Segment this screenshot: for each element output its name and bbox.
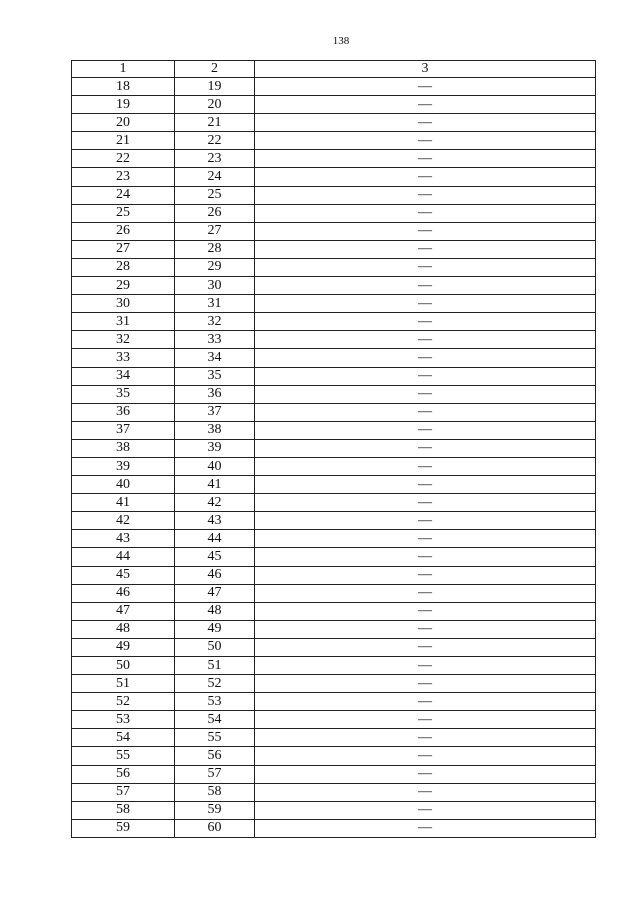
table-cell-col-1: 34 — [72, 367, 175, 385]
table-row — [72, 150, 596, 168]
table-row — [72, 675, 596, 693]
table-cell-col-2: 33 — [175, 331, 255, 349]
table-row — [72, 457, 596, 475]
table-cell-col-2: 25 — [175, 186, 255, 204]
table-cell-col-2: 19 — [175, 78, 255, 96]
table-row — [72, 96, 596, 114]
table-cell-col-3: — — [255, 349, 596, 367]
table-cell-col-1: 50 — [72, 657, 175, 675]
table-cell-col-2: 37 — [175, 403, 255, 421]
table-cell-col-2: 34 — [175, 349, 255, 367]
table-cell-col-2: 51 — [175, 657, 255, 675]
table-row — [72, 168, 596, 186]
table-cell-col-1: 41 — [72, 494, 175, 512]
table-cell-col-2: 44 — [175, 530, 255, 548]
table-cell-col-2: 21 — [175, 114, 255, 132]
table-row — [72, 512, 596, 530]
table-cell-col-2: 28 — [175, 240, 255, 258]
table-cell-col-1: 47 — [72, 602, 175, 620]
table-cell-col-1: 40 — [72, 476, 175, 494]
table-cell-col-1: 53 — [72, 711, 175, 729]
table-cell-col-3: — — [255, 295, 596, 313]
data-table — [71, 60, 596, 838]
table-cell-col-3: — — [255, 747, 596, 765]
table-cell-col-2: 23 — [175, 150, 255, 168]
table-row — [72, 258, 596, 276]
table-cell-col-1: 42 — [72, 512, 175, 530]
column-header-1: 1 — [72, 61, 175, 78]
table-cell-col-1: 33 — [72, 349, 175, 367]
table-cell-col-3: — — [255, 240, 596, 258]
table-cell-col-1: 59 — [72, 819, 175, 837]
table-cell-col-2: 45 — [175, 548, 255, 566]
table-row — [72, 295, 596, 313]
table-row — [72, 439, 596, 457]
column-header-3: 3 — [255, 61, 596, 78]
table-cell-col-3: — — [255, 819, 596, 837]
table-cell-col-3: — — [255, 114, 596, 132]
table-cell-col-3: — — [255, 96, 596, 114]
table-cell-col-1: 36 — [72, 403, 175, 421]
table-cell-col-3: — — [255, 638, 596, 656]
table-cell-col-2: 57 — [175, 765, 255, 783]
table-cell-col-1: 39 — [72, 457, 175, 475]
table-cell-col-3: — — [255, 548, 596, 566]
table-cell-col-3: — — [255, 204, 596, 222]
table-row — [72, 313, 596, 331]
table-cell-col-2: 60 — [175, 819, 255, 837]
table-cell-col-1: 27 — [72, 240, 175, 258]
table-cell-col-1: 44 — [72, 548, 175, 566]
table-row — [72, 602, 596, 620]
table-cell-col-2: 54 — [175, 711, 255, 729]
table-cell-col-1: 52 — [72, 693, 175, 711]
table-cell-col-2: 31 — [175, 295, 255, 313]
table-row — [72, 240, 596, 258]
table-cell-col-2: 22 — [175, 132, 255, 150]
table-cell-col-3: — — [255, 584, 596, 602]
table-cell-col-2: 59 — [175, 801, 255, 819]
table-row — [72, 132, 596, 150]
table-cell-col-2: 48 — [175, 602, 255, 620]
table-cell-col-2: 26 — [175, 204, 255, 222]
table-cell-col-3: — — [255, 132, 596, 150]
table-cell-col-2: 39 — [175, 439, 255, 457]
table-row — [72, 783, 596, 801]
table-cell-col-2: 55 — [175, 729, 255, 747]
table-row — [72, 476, 596, 494]
table-cell-col-3: — — [255, 476, 596, 494]
table-cell-col-3: — — [255, 602, 596, 620]
table-row — [72, 385, 596, 403]
table-cell-col-1: 55 — [72, 747, 175, 765]
table-cell-col-3: — — [255, 675, 596, 693]
table-cell-col-2: 35 — [175, 367, 255, 385]
table-row — [72, 711, 596, 729]
table-cell-col-3: — — [255, 313, 596, 331]
table-cell-col-1: 24 — [72, 186, 175, 204]
table-cell-col-2: 56 — [175, 747, 255, 765]
table-cell-col-3: — — [255, 457, 596, 475]
table-cell-col-1: 31 — [72, 313, 175, 331]
table-cell-col-1: 51 — [72, 675, 175, 693]
column-header-2: 2 — [175, 61, 255, 78]
table-cell-col-2: 27 — [175, 222, 255, 240]
table-cell-col-3: — — [255, 765, 596, 783]
table-cell-col-2: 53 — [175, 693, 255, 711]
table-cell-col-3: — — [255, 367, 596, 385]
table-cell-col-3: — — [255, 566, 596, 584]
table-cell-col-1: 58 — [72, 801, 175, 819]
table-row — [72, 729, 596, 747]
table-cell-col-3: — — [255, 385, 596, 403]
table-cell-col-1: 32 — [72, 331, 175, 349]
table-cell-col-3: — — [255, 277, 596, 295]
table-cell-col-2: 47 — [175, 584, 255, 602]
table-cell-col-2: 38 — [175, 421, 255, 439]
table-row — [72, 277, 596, 295]
table-cell-col-3: — — [255, 783, 596, 801]
table-row — [72, 331, 596, 349]
table-cell-col-1: 45 — [72, 566, 175, 584]
table-cell-col-3: — — [255, 711, 596, 729]
table-cell-col-1: 35 — [72, 385, 175, 403]
table-cell-col-3: — — [255, 620, 596, 638]
table-row — [72, 494, 596, 512]
table-cell-col-1: 37 — [72, 421, 175, 439]
table-cell-col-2: 20 — [175, 96, 255, 114]
table-row — [72, 78, 596, 96]
table-cell-col-3: — — [255, 801, 596, 819]
table-row — [72, 801, 596, 819]
table-row — [72, 620, 596, 638]
table-row — [72, 114, 596, 132]
table-cell-col-2: 42 — [175, 494, 255, 512]
table-cell-col-3: — — [255, 657, 596, 675]
table-row — [72, 566, 596, 584]
table-row — [72, 349, 596, 367]
table-cell-col-2: 30 — [175, 277, 255, 295]
table-row — [72, 421, 596, 439]
table-cell-col-1: 49 — [72, 638, 175, 656]
table-cell-col-3: — — [255, 222, 596, 240]
table-cell-col-1: 56 — [72, 765, 175, 783]
table-cell-col-2: 43 — [175, 512, 255, 530]
table-cell-col-2: 49 — [175, 620, 255, 638]
table-row — [72, 222, 596, 240]
table-row — [72, 693, 596, 711]
table-cell-col-1: 22 — [72, 150, 175, 168]
table-cell-col-2: 36 — [175, 385, 255, 403]
table-cell-col-2: 29 — [175, 258, 255, 276]
table-cell-col-3: — — [255, 168, 596, 186]
table-row — [72, 186, 596, 204]
table-cell-col-3: — — [255, 693, 596, 711]
table-header-row — [72, 61, 596, 78]
table-cell-col-1: 19 — [72, 96, 175, 114]
table-cell-col-1: 20 — [72, 114, 175, 132]
table-cell-col-2: 50 — [175, 638, 255, 656]
table-row — [72, 584, 596, 602]
table-cell-col-3: — — [255, 331, 596, 349]
table-cell-col-3: — — [255, 729, 596, 747]
table-cell-col-1: 30 — [72, 295, 175, 313]
table-row — [72, 403, 596, 421]
table-row — [72, 367, 596, 385]
table-cell-col-1: 25 — [72, 204, 175, 222]
table-cell-col-2: 52 — [175, 675, 255, 693]
table-cell-col-1: 57 — [72, 783, 175, 801]
table-cell-col-1: 26 — [72, 222, 175, 240]
table-cell-col-1: 43 — [72, 530, 175, 548]
table-cell-col-3: — — [255, 78, 596, 96]
page-number: 138 — [332, 35, 350, 47]
table-cell-col-1: 29 — [72, 277, 175, 295]
table-row — [72, 747, 596, 765]
table-cell-col-3: — — [255, 150, 596, 168]
table-cell-col-1: 38 — [72, 439, 175, 457]
table-cell-col-1: 18 — [72, 78, 175, 96]
table-cell-col-3: — — [255, 421, 596, 439]
table-row — [72, 204, 596, 222]
table-cell-col-3: — — [255, 258, 596, 276]
table-cell-col-1: 28 — [72, 258, 175, 276]
table-cell-col-2: 58 — [175, 783, 255, 801]
table-cell-col-1: 48 — [72, 620, 175, 638]
table-cell-col-3: — — [255, 512, 596, 530]
table-row — [72, 819, 596, 837]
table-cell-col-1: 23 — [72, 168, 175, 186]
table-row — [72, 638, 596, 656]
table-cell-col-2: 32 — [175, 313, 255, 331]
table-cell-col-3: — — [255, 530, 596, 548]
table-cell-col-3: — — [255, 403, 596, 421]
table-cell-col-3: — — [255, 494, 596, 512]
table-row — [72, 657, 596, 675]
table-cell-col-3: — — [255, 439, 596, 457]
table-cell-col-1: 21 — [72, 132, 175, 150]
table-body — [72, 78, 596, 838]
table-cell-col-2: 41 — [175, 476, 255, 494]
table-cell-col-3: — — [255, 186, 596, 204]
table-cell-col-2: 40 — [175, 457, 255, 475]
table-row — [72, 548, 596, 566]
table-row — [72, 530, 596, 548]
table-cell-col-2: 46 — [175, 566, 255, 584]
table-cell-col-1: 54 — [72, 729, 175, 747]
table-cell-col-1: 46 — [72, 584, 175, 602]
table-cell-col-2: 24 — [175, 168, 255, 186]
table-row — [72, 765, 596, 783]
